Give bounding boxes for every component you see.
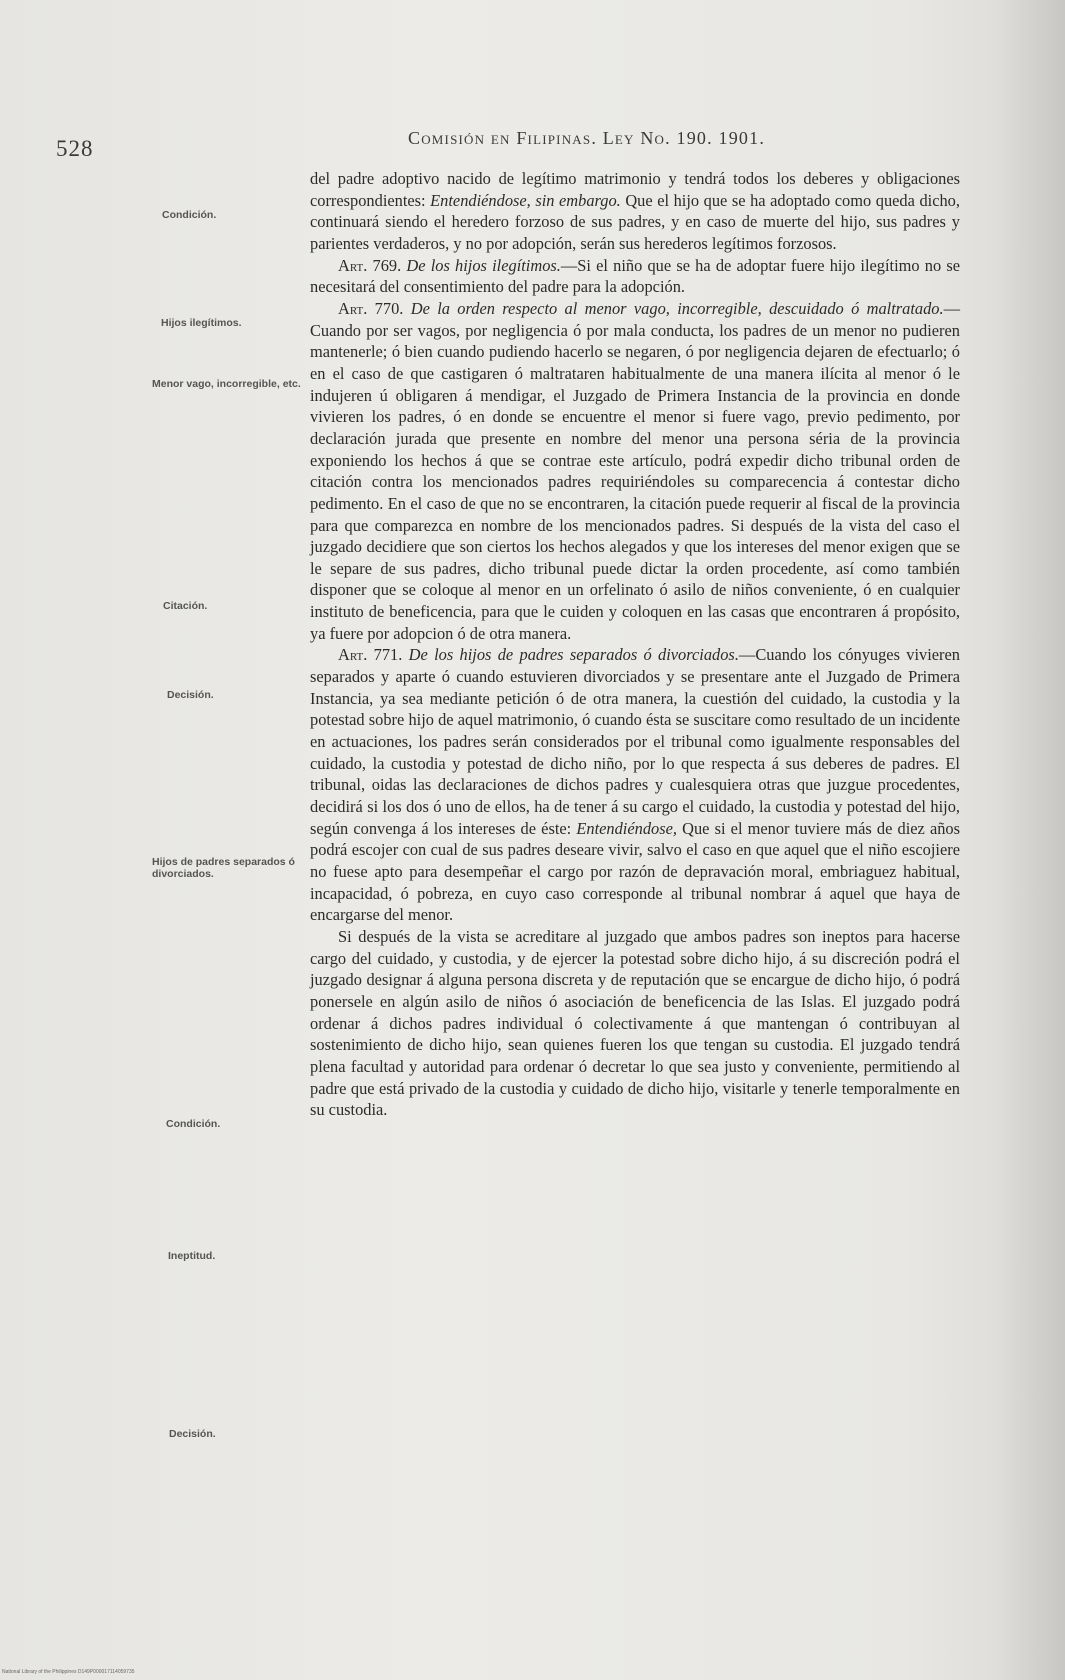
margin-note-decision: Decisión. [167, 689, 214, 701]
page-number: 528 [56, 136, 94, 161]
margin-note-ineptitud: Ineptitud. [168, 1250, 216, 1262]
article-title: De la orden respecto al menor vago, incorregible, descuidado ó maltratado. [410, 298, 944, 318]
margin-note-condicion-2: Condición. [166, 1118, 221, 1130]
article-label: Art. 769. [338, 255, 402, 275]
margin-note-hijos-ilegitimos: Hijos ilegítimos. [161, 317, 242, 329]
margin-note-citacion: Citación. [163, 600, 208, 612]
paragraph-adoption-continuation: del padre adoptivo nacido de legítimo matrimonio y tendrá todos los deberes y obligaciones correspondientes: Entendiéndose, sin embargo. Que el hijo que se ha adoptado como queda dicho, continuará siendo el heredero forzoso de sus padres, y en caso de muerte del hijo, sus padres y parientes verdaderos, y no por adopción, serán sus herederos legítimos forzosos. [310, 169, 960, 253]
article-label: Art. 771. [338, 645, 403, 665]
proviso-italic: Entendiéndose, [576, 818, 677, 838]
article-title: De los hijos de padres separados ó divorciados. [408, 645, 739, 665]
paragraph-art-769: Art. 769. De los hijos ilegítimos.—Si el niño que se ha de adoptar fuere hijo ilegítimo no se necesitará del consentimiento del padre para la adopción. [310, 255, 960, 297]
paragraph-art-770: Art. 770. De la orden respecto al menor vago, incorregible, descuidado ó maltratado.—Cuando por ser vagos, por negligencia ó por mala conducta, los padres de un menor no pudieren mantenerle; ó bien cuando pudiendo hacerlo se negaren, ó por negligencia dejaren de efectuarlo; ó en el caso de que castigaren ó maltrataren habitualmente de una manera ilícita al menor ó le indujeren ú obligaren á mendigar, el Juzgado de Primera Instancia de la provincia en donde vivieren los padres, ó en donde se encuentre el menor si fuere vago, previo pedimento, por declaración jurada que presente en nombre del menor una persona séria de la provincia exponiendo los hechos á que se contrae este artículo, podrá expedir dicho tribunal orden de citación contra los mencionados padres requiriéndoles su comparecencia á contestar dicho pedimento. En el caso de que no se encontraren, la citación puede requerir al fiscal de la provincia para que comparezca en nombre de los mencionados padres. Si después de la vista del caso el juzgado decidiere que son ciertos los hechos alegados y que los intereses del menor exigen que se le separe de sus padres, dicho tribunal puede dictar la orden procedente, así como también disponer que se coloque al menor en un orfelinato ó asilo de niños conveniente, ó en cualquier instituto de beneficencia, para que le cuiden y coloquen en las casas que encontraren á propósito, ya fuere por adopcion ó de otra manera. [310, 298, 960, 643]
paragraph-ineptitude: Si después de la vista se acreditare al juzgado que ambos padres son ineptos para hacerse cargo del cuidado, y custodia, y de ejercer la potestad sobre dicho hijo, á su discreción podrá el juzgado designar á alguna persona discreta y de reputación que se encargue de dicho hijo, ó podrá ponersele en algún asilo de niños ó asociación de beneficencia de las Islas. El juzgado podrá ordenar á dichos padres individual ó colectivamente á que mantengan ó contribuyan al sostenimiento de dicho hijo, sean quienes fueren los que tengan su custodia. El juzgado tendrá plena facultad y autoridad para ordenar ó decretar lo que sea justo y conveniente, permitiendo al padre que está privado de la custodia y cuidado de dicho hijo, visitarle y tenerle temporalmente en su custodia. [310, 926, 960, 1120]
body-text [310, 168, 960, 1121]
article-label: Art. 770. [338, 298, 404, 318]
running-header: Comisión en Filipinas. Ley No. 190. 1901. [408, 128, 766, 148]
article-title: De los hijos ilegítimos. [406, 255, 561, 275]
paragraph-art-771: Art. 771. De los hijos de padres separados ó divorciados.—Cuando los cónyuges vivieren separados y aparte ó cuando estuvieren divorciados y se presentare ante el Juzgado de Primera Instancia, ya sea mediante petición ó de otra manera, la cuestión del cuidado, la custodia y la potestad sobre hijo de aquel matrimonio, ó cuando ésta se suscitare como resultado de un incidente en actuaciones, los padres serán considerados por el tribunal como igualmente responsables del cuidado, la custodia y potestad de dicho niño, por lo que respecta á sus deberes de padres. El tribunal, oidas las declaraciones de dichos padres y cualesquiera otras que juzgue procedentes, decidirá si los dos ó uno de ellos, ha de tener á su cargo el cuidado, la custodia y potestad del hijo, según convenga á los intereses de éste: Entendiéndose, Que si el menor tuviere más de diez años podrá escojer con cual de sus padres deseare vivir, salvo el caso en que aquel que el niño escojiere no fuese apto para desempeñar el cargo por razón de depravación moral, embriaguez habitual, incapacidad, ó pobreza, en cuyo caso corresponde al tribunal nombrar á aquel que haya de encargarse del menor. [310, 645, 961, 925]
proviso-italic: Entendiéndose, sin embargo. [430, 190, 621, 210]
margin-note-menor-vago: Menor vago, incorregible, etc. [152, 378, 301, 390]
margin-note-decision-2: Decisión. [169, 1428, 216, 1440]
margin-note-hijos-separados: Hijos de padres separados ó divorciados. [152, 856, 295, 880]
page-edge-shadow [995, 0, 1065, 1680]
footer-credit: National Library of the Philippines D149P000017114059735 [2, 1669, 135, 1675]
margin-note-condicion: Condición. [162, 209, 217, 221]
